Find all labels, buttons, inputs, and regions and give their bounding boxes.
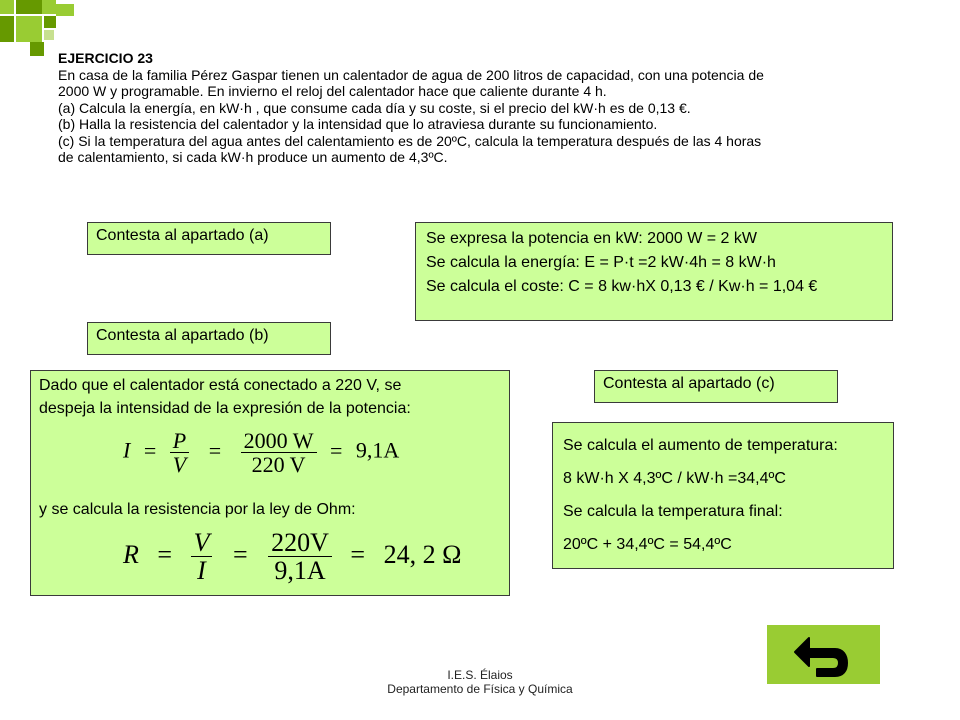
answer-a-line: Se expresa la potencia en kW: 2000 W = 2 kW — [426, 230, 757, 247]
statement-line: (a) Calcula la energía, en kW·h , que consume cada día y su coste, si el precio del kW·h es de 0,13 €. — [58, 99, 691, 116]
decor-square — [0, 0, 14, 14]
answer-a-line: Se calcula la energía: E = P·t =2 kW·4h = 8 kW·h — [426, 254, 776, 271]
answer-a-button[interactable]: Contesta al apartado (a) — [87, 222, 331, 255]
intensity-formula: I = $\frac{P}{V}$ = $\frac{2000 W}{220 V}$ = 9,1A — [123, 428, 400, 478]
answer-c-panel — [552, 422, 894, 569]
fraction-2000w-over-220v: $\frac{2000 W}{220 V}$ — [241, 429, 317, 476]
exercise-statement — [58, 50, 888, 166]
decor-square — [16, 16, 42, 42]
decor-square — [42, 0, 56, 14]
answer-b-button[interactable]: Contesta al apartado (b) — [87, 322, 331, 355]
formula-symbol-r: R — [123, 539, 139, 569]
fraction-220v-over-9-1a: $\frac{220V}{9,1A}$ — [268, 529, 332, 585]
statement-line: 2000 W y programable. En invierno el reloj del calentador hace que caliente durante 4 h. — [58, 83, 607, 99]
answer-b-panel — [30, 370, 510, 596]
fraction-v-over-i: $\frac{V}{I}$ — [191, 529, 213, 585]
answer-b-intro-line: despeja la intensidad de la expresión de la potencia: — [39, 400, 411, 417]
footer-school: I.E.S. Élaios — [447, 668, 513, 682]
decor-square — [16, 0, 42, 14]
statement-line: (c) Si la temperatura del agua antes del calentamiento es de 20ºC, calcula la temperatura después de las 4 horas — [58, 132, 762, 149]
statement-line: En casa de la familia Pérez Gaspar tienen un calentador de agua de 200 litros de capacidad, con una potencia de — [58, 66, 764, 83]
decor-square — [30, 42, 44, 56]
decor-square — [44, 30, 54, 40]
exercise-title: EJERCICIO 23 — [58, 50, 153, 66]
resistance-formula: R = $\frac{V}{I}$ = $\frac{220V}{9,1A}$ = 24, 2 Ω — [123, 528, 462, 586]
answer-b-intro-line: Dado que el calentador está conectado a 220 V, se — [39, 377, 402, 394]
answer-c-button[interactable]: Contesta al apartado (c) — [594, 370, 838, 403]
formula-symbol-i: I — [123, 437, 131, 463]
statement-line: (b) Halla la resistencia del calentador y la intensidad que lo atraviesa durante su funcionamiento. — [58, 116, 658, 132]
footer — [0, 668, 960, 696]
answer-c-line: 20ºC + 34,4ºC = 54,4ºC — [563, 536, 732, 553]
answer-a-panel — [415, 222, 893, 321]
footer-department: Departamento de Física y Química — [387, 682, 573, 696]
decor-square — [44, 16, 56, 28]
statement-line: de calentamiento, si cada kW·h produce un aumento de 4,3ºC. — [58, 149, 448, 165]
answer-a-line: Se calcula el coste: C = 8 kw·hX 0,13 € / Kw·h = 1,04 € — [426, 278, 818, 295]
intensity-result: 9,1A — [355, 437, 400, 463]
fraction-p-over-v: $\frac{P}{V}$ — [170, 429, 189, 476]
answer-c-line: 8 kW·h X 4,3ºC / kW·h =34,4ºC — [563, 470, 786, 487]
answer-c-line: Se calcula la temperatura final: — [563, 503, 783, 520]
ohm-law-line: y se calcula la resistencia por la ley de Ohm: — [39, 501, 356, 518]
resistance-result: 24, 2 Ω — [383, 539, 462, 569]
decor-square — [0, 16, 14, 42]
answer-c-line: Se calcula el aumento de temperatura: — [563, 437, 838, 454]
decor-square — [56, 4, 74, 16]
